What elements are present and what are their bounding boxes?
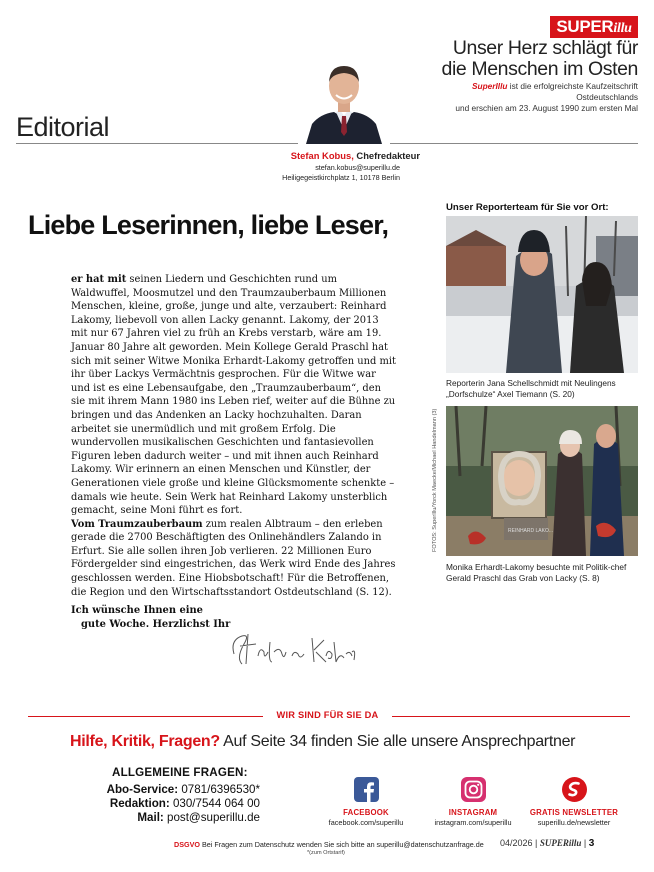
mail-label: Mail: (137, 811, 164, 824)
instagram-link[interactable] (423, 777, 523, 827)
issue-number: 04/2026 (500, 838, 533, 848)
author-name (240, 150, 420, 161)
instagram-label: INSTAGRAM (448, 808, 498, 817)
tagline-line-1: ist die erfolgreichste Kaufzeitschrift Ostdeutschlands (507, 81, 638, 102)
tagline-brand: SuperIllu (471, 81, 508, 91)
author-portrait (298, 52, 390, 144)
facebook-link[interactable] (316, 777, 416, 827)
author-address: Heiligegeistkirchplatz 1, 10178 Berlin (282, 173, 400, 182)
dsgvo-note (174, 840, 484, 849)
author-role: Chefredakteur (353, 150, 420, 161)
paragraph-2-text: zum realen Albtraum – den erleben gerade die 2700 Beschäftigten des Onlinehändlers Zalando in Erfurt. Sie alle sollen ihren Job verlieren. 22 Millionen Euro Fördergelder sind eingestrichen, das Werk wird Ende des Jahres geschlossen werden. Eine Hiobsbotschaft! Für die Betroffenen, die Region und den Wirtschaftsstandort Ostdeutschland (S. 12). (71, 518, 396, 598)
dsgvo-text: Bei Fragen zum Datenschutz wenden Sie sich bitte an superillu@datenschutzanfrage.de (199, 840, 484, 849)
redaktion (40, 797, 260, 810)
slogan-line-2: die Menschen im Osten (441, 58, 638, 80)
instagram-icon (461, 777, 486, 802)
photo-1-caption: Reporterin Jana Schellschmidt mit Neulingens „Dorfschulze“ Axel Tiemann (S. 20) (446, 378, 616, 399)
closing-line-2: gute Woche. Herzlichst Ihr (81, 619, 231, 630)
superillu-logo (550, 16, 638, 38)
folio: 04/2026 | SUPERillu | 3 (500, 838, 595, 849)
logo-super: SUPER (556, 17, 614, 36)
newsletter-url: superillu.de/newsletter (537, 818, 611, 827)
section-title: Editorial (16, 112, 110, 142)
paragraph-2 (71, 518, 396, 600)
paragraph-2-lead: Vom Traumzauberbaum (71, 518, 203, 530)
divider-right (392, 716, 630, 717)
newsletter-link[interactable] (524, 777, 624, 827)
footnote: *(zum Ortstarif) (307, 850, 345, 856)
reporter-photo-1 (446, 216, 638, 373)
redaktion-label: Redaktion: (109, 797, 170, 810)
divider-label: WIR SIND FÜR SIE DA (276, 710, 379, 720)
author-name-text: Stefan Kobus, (290, 150, 354, 161)
abo-value: 0781/6396530* (178, 783, 260, 796)
paragraph-1 (71, 273, 396, 518)
help-line (70, 733, 575, 751)
photo-credit: FOTOS: SuperIllu/Yorck Maecke/Michael Handelmann (3) (432, 408, 438, 552)
mail (40, 811, 260, 824)
author-email[interactable]: stefan.kobus@superillu.de (315, 163, 400, 172)
newsletter-icon (562, 777, 587, 802)
help-text: Auf Seite 34 finden Sie alle unsere Ansprechpartner (219, 733, 576, 750)
paragraph-1-text: seinen Liedern und Geschichten rund um Waldwuffel, Moosmutzel und den Traumzauberbaum Millionen Menschen, kleine, große, junge und alte, verzaubert: Reinhard Lakomy, liebevoll von allen Lacky genannt. Lakomy, der 2013 mit nur 67 Jahren viel zu früh an Krebs verstarb, wäre am 19. Januar 80 Jahre alt geworden. Mein Kollege Gerald Praschl hat sich mit seiner Witwe Monika Erhardt-Lakomy getroffen und mit ihr über Lackys Vermächtnis gesprochen. Für die Witwe war und ist es eine Lebensaufgabe, den „Traumzauberbaum“, den sie mit ihrem Mann 1980 ins Leben rief, weiter auf die Bühne zu bringen und das Andenken an Lacky hochzuhalten. Daran arbeitet sie unermüdlich und mit großem Erfolg. Die wundervollen musikalischen Geschichten und fantasievollen Figuren leben dadurch weiter – und mit ihnen auch Reinhard Lakomy. Wir erinnern an einen Menschen und Künstler, der Generationen viele große und kleine Glücksmomente schenkte – damals wie heute. Sein Werk hat Reinhard Lakomy unsterblich gemacht, seine Moni führt es fort. (71, 274, 396, 517)
instagram-url: instagram.com/superillu (434, 818, 512, 827)
paragraph-1-lead: er hat mit (71, 274, 127, 285)
reporter-photo-2 (446, 406, 638, 556)
folio-brand: SUPERillu (539, 838, 582, 848)
mail-value[interactable]: post@superillu.de (163, 811, 260, 824)
abo-service (40, 783, 260, 796)
closing-line-1: Ich wünsche Ihnen eine (71, 605, 203, 616)
newsletter-label: GRATIS NEWSLETTER (529, 808, 619, 817)
headline: Liebe Leserinnen, liebe Leser, (28, 210, 389, 240)
photo-2-caption: Monika Erhardt-Lakomy besuchte mit Politik-chef Gerald Praschl das Grab von Lacky (S. 8) (446, 562, 627, 583)
facebook-icon (354, 777, 379, 802)
logo-illu: illu (613, 21, 632, 36)
facebook-label: FACEBOOK (343, 808, 389, 817)
dsgvo-label: DSGVO (174, 840, 200, 849)
reporter-team-title: Unser Reporterteam für Sie vor Ort: (446, 202, 609, 213)
editorial-body (71, 273, 396, 599)
closing (71, 604, 230, 632)
page-number: 3 (588, 838, 595, 849)
divider-left (28, 716, 263, 717)
help-question: Hilfe, Kritik, Fragen? (70, 733, 220, 750)
contact-title: ALLGEMEINE FRAGEN: (112, 766, 248, 779)
tagline (408, 81, 638, 114)
slogan-line-1: Unser Herz schlägt für (452, 37, 638, 59)
abo-label: Abo-Service: (106, 783, 179, 796)
tagline-line-2: und erschien am 23. August 1990 zum ersten Mal (455, 103, 638, 113)
redaktion-value: 030/7544 064 00 (169, 797, 260, 810)
grave-sign: REINHARD LAKO... (508, 528, 554, 534)
signature (228, 622, 358, 670)
facebook-url: facebook.com/superillu (328, 818, 404, 827)
